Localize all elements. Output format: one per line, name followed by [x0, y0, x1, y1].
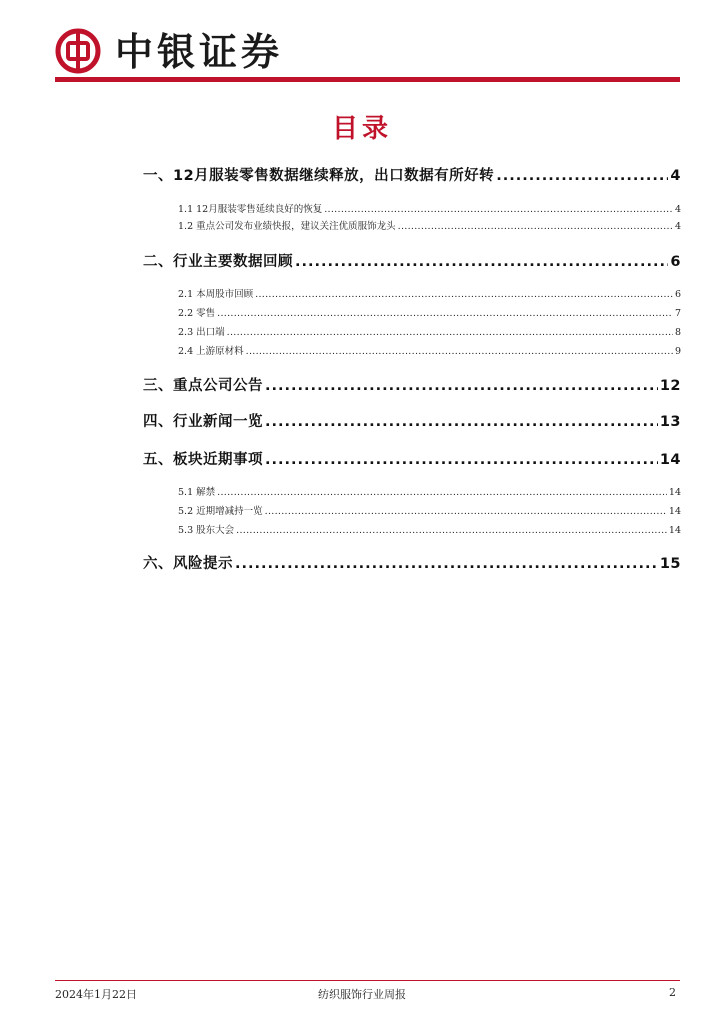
- toc-page: 15: [659, 556, 681, 572]
- toc-entry[interactable]: [143, 410, 681, 431]
- toc-page: 12: [659, 378, 681, 394]
- toc-page: 6: [670, 254, 681, 270]
- toc-label: 2.4 上游原材料: [178, 346, 244, 357]
- toc-page: 6: [674, 289, 681, 300]
- toc-label: 一、12月服装零售数据继续释放，出口数据有所好转: [143, 168, 495, 184]
- toc-entry[interactable]: [178, 286, 681, 300]
- toc-entry[interactable]: [143, 374, 681, 395]
- toc-page: 8: [674, 327, 681, 338]
- toc-entry[interactable]: [178, 324, 681, 338]
- toc-entry[interactable]: [178, 484, 681, 498]
- footer-date: 2024年1月22日: [55, 988, 137, 1001]
- toc-entry[interactable]: [143, 552, 681, 573]
- footer-rule: [55, 980, 680, 981]
- toc-page: 4: [674, 221, 681, 232]
- toc-label: 2.3 出口端: [178, 327, 225, 338]
- brand-name: 中银证券: [115, 30, 284, 74]
- toc-label: 二、行业主要数据回顾: [143, 254, 293, 270]
- page-header: [55, 20, 680, 80]
- toc-page: 14: [668, 487, 681, 498]
- toc-page: 4: [670, 168, 681, 184]
- toc-entry[interactable]: [178, 201, 681, 215]
- footer-report-name: 纺织服饰行业周报: [318, 988, 406, 1001]
- toc-page: 14: [668, 506, 681, 517]
- toc-label: 四、行业新闻一览: [143, 414, 263, 430]
- toc-entry[interactable]: [178, 218, 681, 232]
- toc-entry[interactable]: [178, 503, 681, 517]
- toc-label: 三、重点公司公告: [143, 378, 263, 394]
- toc-page: 7: [674, 308, 681, 319]
- footer-page-number: 2: [669, 986, 676, 999]
- bank-of-china-logo-icon: [55, 28, 101, 74]
- toc-label: 1.2 重点公司发布业绩快报，建议关注优质服饰龙头: [178, 221, 396, 232]
- toc-label: 5.3 股东大会: [178, 525, 235, 536]
- toc-entry[interactable]: [178, 305, 681, 319]
- toc-page: 4: [674, 204, 681, 215]
- toc-entry[interactable]: [143, 448, 681, 469]
- toc-entry[interactable]: [178, 343, 681, 357]
- toc-label: 六、风险提示: [143, 556, 233, 572]
- toc-label: 2.1 本周股市回顾: [178, 289, 254, 300]
- toc-entry[interactable]: [178, 522, 681, 536]
- toc-page: 13: [659, 414, 681, 430]
- toc-label: 5.1 解禁: [178, 487, 216, 498]
- toc-page: 14: [668, 525, 681, 536]
- toc-label: 1.1 12月服装零售延续良好的恢复: [178, 204, 323, 215]
- page-title: 目录: [331, 114, 392, 144]
- toc-page: 9: [674, 346, 681, 357]
- toc-label: 五、板块近期事项: [143, 452, 263, 468]
- toc-entry[interactable]: [143, 250, 681, 271]
- toc-label: 2.2 零售: [178, 308, 216, 319]
- toc-label: 5.2 近期增减持一览: [178, 506, 263, 517]
- toc-entry[interactable]: [143, 164, 681, 185]
- header-rule: [55, 77, 680, 82]
- toc-page: 14: [659, 452, 681, 468]
